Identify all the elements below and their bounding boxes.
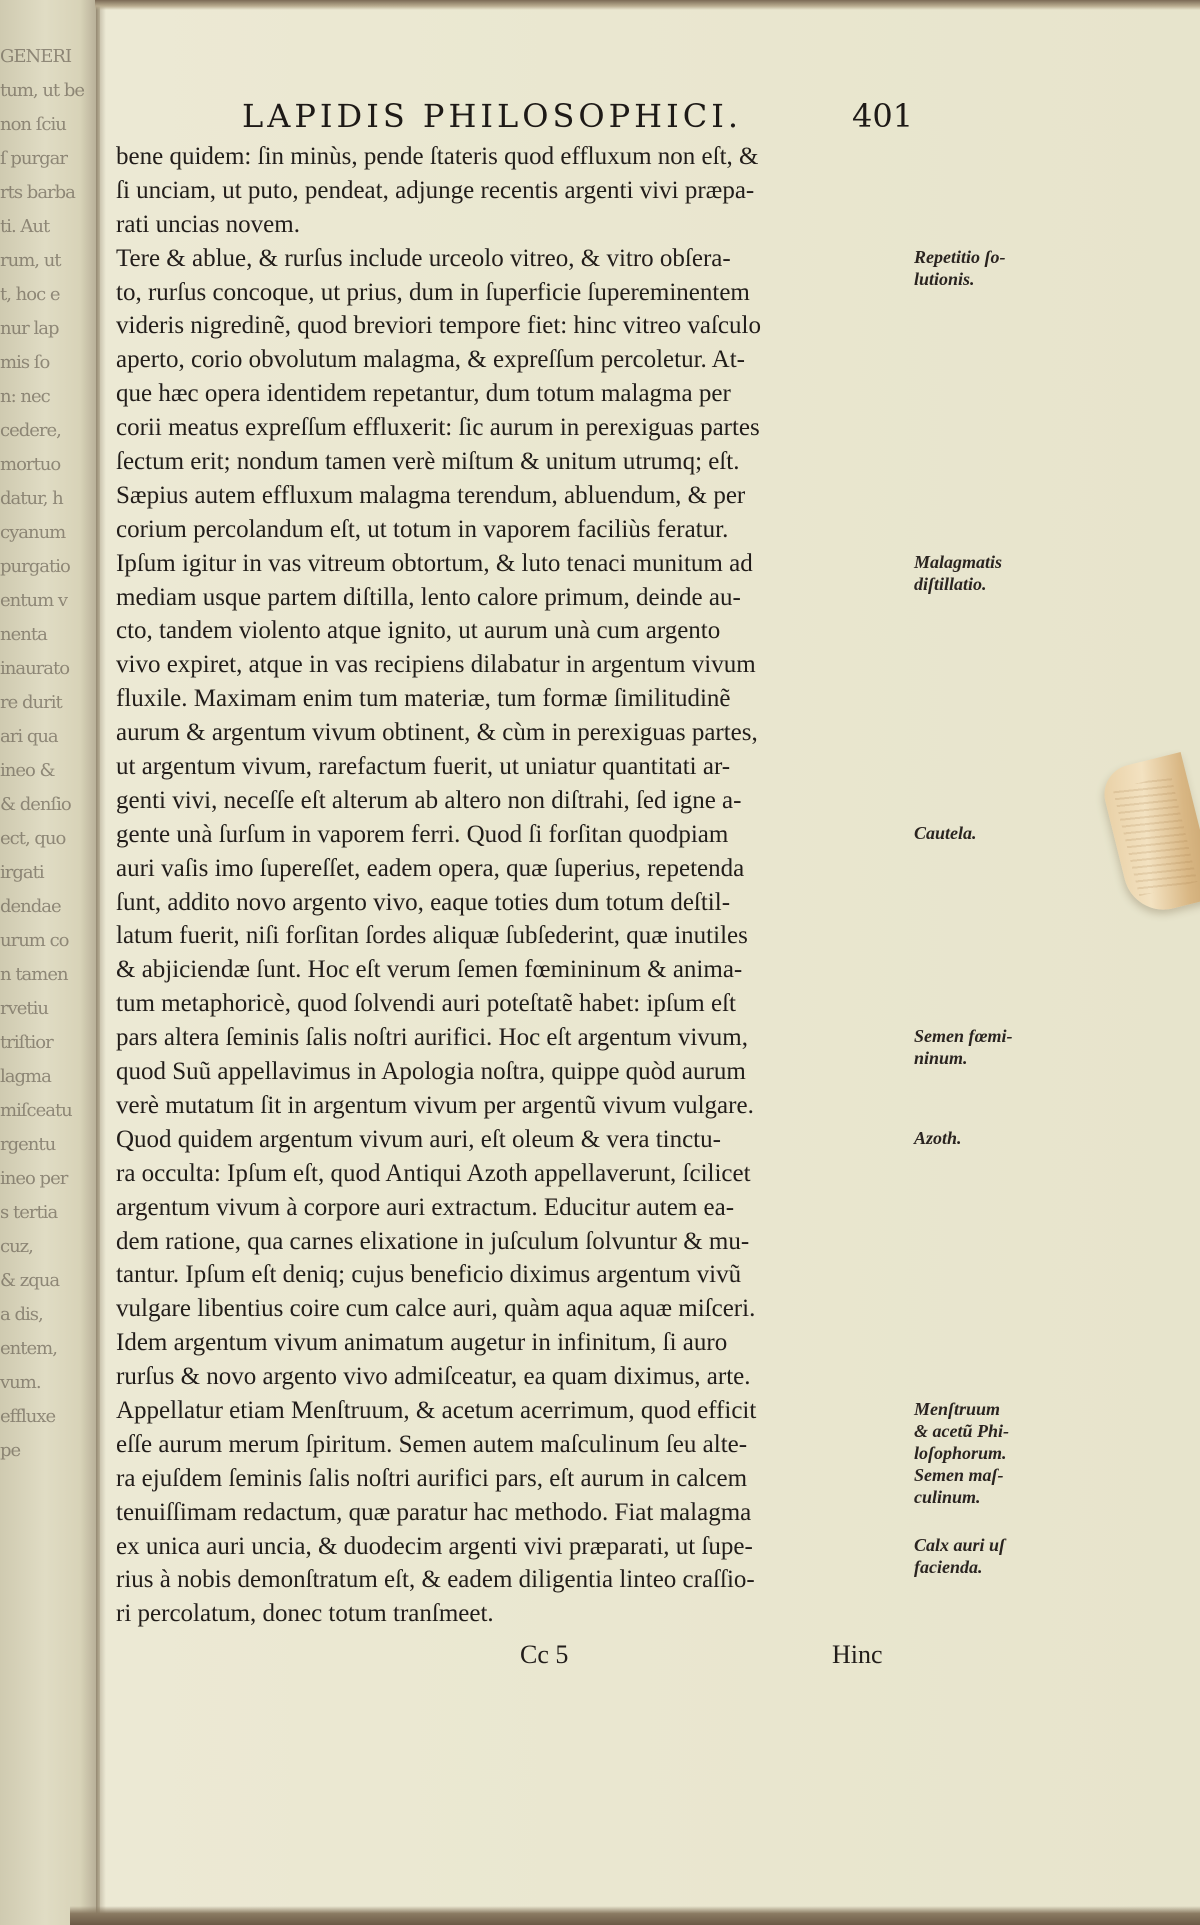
marginal-note-line: lutionis.	[914, 268, 975, 289]
bleed-line: nur lap	[0, 318, 59, 339]
text-line: ra ejuſdem ſeminis ſalis noſtri aurifici pars, eſt aurum in calcem	[116, 1464, 748, 1492]
text-line: verè mutatum ſit in argentum vivum per argentũ vivum vulgare.	[116, 1091, 754, 1119]
text-line: mediam usque partem diſtilla, lento calore primum, deinde au-	[116, 583, 741, 611]
bleed-line: entem,	[0, 1338, 57, 1359]
text-line: ſectum erit; nondum tamen verè miſtum & unitum utrumq; eſt.	[116, 448, 740, 476]
text-line: bene quidem: ſin minùs, pende ſtateris quod effluxum non eſt, &	[116, 143, 759, 170]
marginal-note	[914, 1398, 1044, 1508]
text-line: corii meatus expreſſum effluxerit: ſic aurum in perexiguas partes	[116, 414, 760, 442]
text-line: quod Suũ appellavimus in Apologia noſtra, quippe quòd aurum	[116, 1058, 746, 1086]
text-line: tenuiſſimam redactum, quæ paratur hac methodo. Fiat malagma	[116, 1498, 752, 1526]
text-line: Quod quidem argentum vivum auri, eſt oleum & vera tinctu-	[116, 1125, 721, 1153]
bleed-line: ti. Aut	[0, 216, 50, 237]
marginal-note-line: loſophorum.	[914, 1443, 1007, 1464]
bleed-line: rgentu	[0, 1134, 56, 1155]
text-line: argentum vivum à corpore auri extractum. Educitur autem ea-	[116, 1193, 735, 1221]
text-line: Idem argentum vivum animatum augetur in infinitum, ſi auro	[116, 1329, 728, 1357]
text-line: ra occulta: Ipſum eſt, quod Antiqui Azoth appellaverunt, ſcilicet	[116, 1159, 751, 1187]
marginal-note-line: facienda.	[914, 1556, 983, 1577]
bleed-line: irgati	[0, 862, 44, 883]
page-number: 401	[852, 97, 914, 135]
text-line: ri percolatum, donec totum tranſmeet.	[116, 1600, 494, 1628]
text-line: & abjiciendæ ſunt. Hoc eſt verum ſemen fœmininum & anima-	[116, 956, 743, 984]
bleed-line: ſ purgar	[0, 148, 67, 169]
text-line: tantur. Ipſum eſt deniq; cujus beneficio diximus argentum vivũ	[116, 1261, 742, 1289]
marginal-note-line: Semen fœmi-	[914, 1026, 1013, 1047]
bleed-line: vum.	[0, 1372, 41, 1393]
bleed-line: entum v	[0, 590, 68, 611]
text-line: que hæc opera identidem repetantur, dum totum malagma per	[116, 380, 731, 408]
bleed-line: miſceatu	[0, 1100, 72, 1121]
bleed-line: lagma	[0, 1066, 51, 1087]
bleed-line: mis ſo	[0, 352, 50, 373]
bleed-line: mortuo	[0, 454, 61, 475]
marginal-note	[914, 822, 1044, 844]
bleed-line: n tamen	[0, 964, 68, 985]
text-line: fluxile. Maximam enim tum materiæ, tum formæ ſimilitudinẽ	[116, 685, 731, 713]
text-line: rius à nobis demonſtratum eſt, & eadem diligentia linteo craſſio-	[116, 1566, 755, 1594]
marginal-note-line: & acetũ Phi-	[914, 1421, 1009, 1442]
bleed-line: t, hoc e	[0, 284, 60, 305]
bleed-line: cuz,	[0, 1236, 33, 1257]
marginal-note-line: Malagmatis	[914, 551, 1003, 572]
bleed-line: ect, quo	[0, 828, 66, 849]
marginal-note-line: culinum.	[914, 1487, 981, 1508]
text-line: eſſe aurum merum ſpiritum. Semen autem maſculinum ſeu alte-	[116, 1430, 748, 1458]
text-line: ſunt, addito novo argento vivo, eaque toties dum totum deſtil-	[116, 888, 731, 916]
text-line: rurſus & novo argento vivo admiſceatur, ea quam diximus, arte.	[116, 1363, 751, 1391]
marginal-note-line: Azoth.	[914, 1128, 962, 1149]
text-line: auri vaſis imo ſupereſſet, eadem opera, quæ ſuperius, repetenda	[116, 854, 745, 882]
text-line: corium percolandum eſt, ut totum in vaporem faciliùs feratur.	[116, 515, 729, 543]
marginal-note-line: Menſtruum	[914, 1399, 1001, 1420]
marginal-note	[914, 246, 1044, 290]
bleed-line: a dis,	[0, 1304, 43, 1325]
text-line: gente unà ſurſum in vaporem ferri. Quod ſi forſitan quodpiam	[116, 820, 729, 848]
bleed-line: rvetiu	[0, 998, 49, 1019]
bleed-line: cedere,	[0, 420, 61, 441]
bleed-line: inaurato	[0, 658, 70, 679]
text-line: videris nigredinẽ, quod breviori tempore fiet: hinc vitreo vaſculo	[116, 312, 761, 340]
bleed-line: n: nec	[0, 386, 50, 407]
marginal-note-line: diſtillatio.	[914, 573, 987, 594]
bleed-line: s tertia	[0, 1202, 58, 1223]
marginal-note-line: Cautela.	[914, 823, 977, 843]
bleed-line: ari qua	[0, 726, 58, 747]
top-page-edge	[95, 0, 1200, 10]
marginal-note	[914, 1534, 1044, 1578]
text-line: latum fuerit, niſi forſitan ſordes aliquæ ſubſederint, quæ inutiles	[116, 922, 748, 950]
marginal-note-line: Calx auri uſ	[914, 1534, 1006, 1555]
text-line: tum metaphoricè, quod ſolvendi auri poteſtatẽ habet: ipſum eſt	[116, 990, 736, 1018]
text-line: ut argentum vivum, rarefactum fuerit, ut uniatur quantitati ar-	[116, 753, 731, 781]
bleed-line: dendae	[0, 896, 61, 917]
marginal-note	[914, 1025, 1044, 1069]
bleed-line: urum co	[0, 930, 69, 951]
bleed-line: tum, ut be	[0, 80, 85, 101]
marginal-note-line: Semen maſ-	[914, 1465, 1004, 1486]
text-line: genti vivi, neceſſe eſt alterum ab altero non diſtrahi, ſed igne a-	[116, 786, 742, 814]
bleed-line: GENERI	[0, 46, 72, 67]
text-line: Tere & ablue, & rurſus include urceolo vitreo, & vitro obſera-	[116, 244, 731, 272]
marginal-note-line: ninum.	[914, 1048, 968, 1069]
bleed-line: triſtior	[0, 1032, 53, 1053]
marginal-note	[914, 1127, 1044, 1149]
bleed-line: ineo &	[0, 760, 55, 781]
catchword: Hinc	[832, 1640, 883, 1669]
text-line: pars altera ſeminis ſalis noſtri aurifici. Hoc eſt argentum vivum,	[116, 1024, 749, 1052]
bleed-line: re durit	[0, 692, 62, 713]
previous-page-bleed	[0, 40, 100, 1640]
text-line: cto, tandem violento atque ignito, ut aurum unà cum argento	[116, 617, 721, 645]
text-line: ex unica auri uncia, & duodecim argenti vivi præparati, ut ſupe-	[116, 1532, 753, 1560]
signature-mark: Cc 5	[520, 1640, 569, 1669]
bleed-line: pe	[0, 1440, 21, 1461]
text-line: ſi unciam, ut puto, pendeat, adjunge recentis argenti vivi præpa-	[116, 176, 755, 204]
text-line: rati uncias novem.	[116, 210, 300, 238]
bleed-line: & zqua	[0, 1270, 60, 1291]
bleed-line: effluxe	[0, 1406, 56, 1427]
bleed-line: rum, ut	[0, 250, 61, 271]
bleed-line: purgatio	[0, 556, 70, 577]
text-line: aperto, corio obvolutum malagma, & expreſſum percoletur. At-	[116, 346, 745, 374]
marginal-note-line: Repetitio ſo-	[914, 246, 1006, 267]
text-line: Appellatur etiam Menſtruum, & acetum acerrimum, quod efficit	[116, 1396, 757, 1424]
marginal-note	[914, 551, 1044, 595]
bleed-line: & denſio	[0, 794, 71, 815]
bleed-line: non ſciu	[0, 114, 66, 135]
text-line: Ipſum igitur in vas vitreum obtortum, & luto tenaci munitum ad	[116, 549, 753, 577]
text-line: vulgare libentius coire cum calce auri, quàm aqua aquæ miſceri.	[116, 1295, 756, 1323]
text-line: aurum & argentum vivum obtinent, & cùm in perexiguas partes,	[116, 719, 758, 747]
text-line: dem ratione, qua carnes elixatione in juſculum ſolvuntur & mu-	[116, 1227, 750, 1255]
main-text	[116, 140, 906, 1631]
text-line: to, rurſus concoque, ut prius, dum in ſuperficie ſupereminentem	[116, 278, 750, 306]
bleed-line: datur, h	[0, 488, 63, 509]
text-line: Sæpius autem effluxum malagma terendum, abluendum, & per	[116, 481, 746, 509]
bleed-line: cyanum	[0, 522, 66, 543]
bleed-line: rts barba	[0, 182, 75, 203]
bottom-page-edge	[70, 1906, 1200, 1925]
text-line: vivo expiret, atque in vas recipiens dilabatur in argentum vivum	[116, 651, 756, 679]
gutter-shadow	[96, 0, 106, 1925]
bleed-line: ineo per	[0, 1168, 68, 1189]
running-head: LAPIDIS PHILOSOPHICI.	[242, 97, 743, 135]
bleed-line: nenta	[0, 624, 47, 645]
